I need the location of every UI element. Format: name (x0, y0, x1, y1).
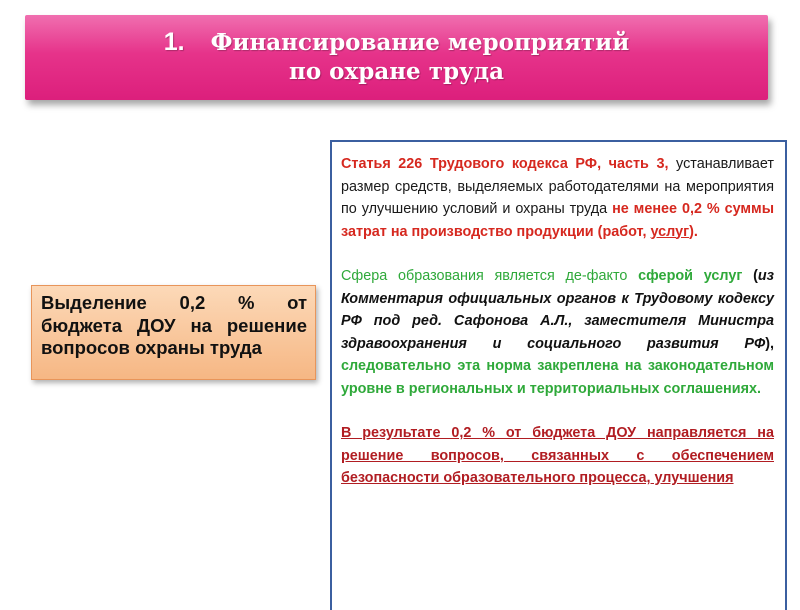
title-number: 1. (163, 28, 185, 56)
title-banner (25, 15, 768, 100)
result-text: В результате 0,2 % от бюджета ДОУ направляется на решение вопросов, связанных с обеспечением безопасности образовательного процесса, улучшения (341, 425, 774, 486)
minimum-amount-highlight: не менее 0,2 % суммы затрат на производство продукции (работ, (341, 201, 774, 240)
official-commentary: из Комментария официальных органов к Трудовому кодексу РФ под ред. Сафонова А.Л., заместителя Министра здравоохранения и социального развития РФ (341, 268, 774, 352)
paragraph-1-end: ). (689, 223, 698, 240)
title-line-2: по охране труда (289, 58, 504, 85)
services-sphere: сферой услуг (638, 268, 743, 284)
paragraph-article-226 (341, 153, 774, 243)
comment-open: ( (742, 268, 758, 284)
paragraph-result (341, 422, 774, 490)
article-reference: Статья 226 Трудового кодекса РФ, часть 3, (341, 156, 669, 172)
legal-basis-box (330, 140, 787, 610)
title-text-1: Финансирование мероприятий (210, 29, 630, 56)
title-line-1 (164, 28, 630, 57)
article-body: устанавливает размер средств, выделяемых работодателями на мероприятия по улучшению условий и охраны труда (341, 156, 774, 217)
education-sphere-start: Сфера образования является де-факто (341, 268, 639, 284)
regional-agreements: следовательно эта норма закреплена на законодательном уровне в региональных и территориальных соглашениях. (341, 358, 774, 397)
allocation-summary-box: Выделение 0,2 % от бюджета ДОУ на решение вопросов охраны труда (31, 285, 316, 380)
paragraph-education-sphere (341, 265, 774, 400)
services-underlined: услуг (650, 223, 690, 240)
comment-close: ), (765, 335, 774, 352)
